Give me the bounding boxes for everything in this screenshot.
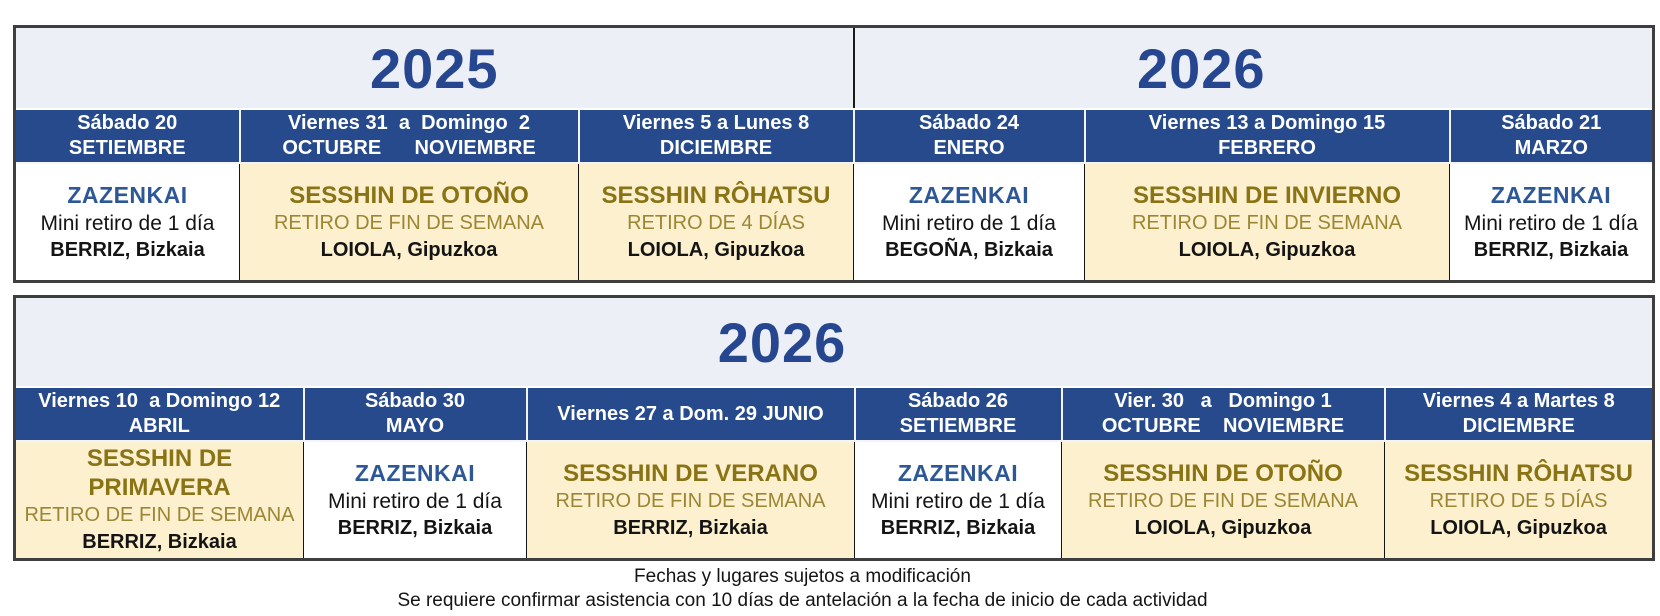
date-line1: Viernes 5 a Lunes 8 — [622, 112, 810, 134]
event-title: ZAZENKAI — [908, 181, 1030, 208]
event-row — [15, 163, 1654, 282]
event-subtitle: RETIRO DE FIN DE SEMANA — [24, 504, 295, 526]
event-title: ZAZENKAI — [1490, 181, 1612, 208]
event-location: LOIOLA, Gipuzkoa — [1134, 516, 1312, 539]
date-header-febrero-2026 — [1085, 109, 1450, 163]
event-cell-sesshin-verano — [527, 441, 855, 560]
event-cell-zazenkai-enero — [854, 163, 1085, 282]
footer-note-confirmation: Se requiere confirmar asistencia con 10 días de antelación a la fecha de inicio de cada actividad — [397, 590, 1208, 611]
year-banner-row — [15, 297, 1654, 388]
date-line2: MARZO — [1514, 137, 1588, 159]
year-banner-row — [15, 27, 1654, 110]
date-line1: Sábado 24 — [918, 112, 1020, 134]
date-header-diciembre-2025 — [579, 109, 854, 163]
event-title: ZAZENKAI — [354, 459, 476, 486]
event-location: BERRIZ, Bizkaia — [1473, 238, 1629, 261]
date-header-marzo-2026 — [1450, 109, 1654, 163]
event-location: BERRIZ, Bizkaia — [337, 516, 493, 539]
date-line1: Viernes 4 a Martes 8 — [1422, 390, 1615, 412]
year-label-2026-top: 2026 — [1136, 36, 1266, 100]
year-banner-2026-bottom — [15, 297, 1654, 388]
event-cell-sesshin-primavera — [15, 441, 304, 560]
event-title: ZAZENKAI — [67, 181, 188, 208]
event-cell-sesshin-otono-2025 — [240, 163, 579, 282]
date-line2: DICIEMBRE — [659, 137, 773, 159]
date-line1: Viernes 31 a Domingo 2 — [288, 112, 530, 134]
event-subtitle: Mini retiro de 1 día — [871, 489, 1045, 513]
event-subtitle: RETIRO DE 4 DÍAS — [627, 211, 805, 234]
event-title: ZAZENKAI — [897, 459, 1019, 486]
event-subtitle: Mini retiro de 1 día — [328, 489, 502, 513]
date-header-row — [15, 109, 1654, 163]
event-cell-zazenkai-marzo — [1450, 163, 1654, 282]
date-line1: Sábado 20 — [77, 112, 178, 134]
date-line2: SETIEMBRE — [68, 137, 186, 159]
date-line1: Sábado 21 — [1501, 112, 1602, 134]
date-line2: ENERO — [933, 137, 1005, 159]
date-header-row — [15, 387, 1654, 441]
date-line1: Viernes 10 a Domingo 12 — [38, 390, 281, 412]
event-location: BEGOÑA, Bizkaia — [885, 238, 1053, 261]
event-cell-zazenkai-mayo — [304, 441, 527, 560]
event-location: LOIOLA, Gipuzkoa — [1430, 516, 1607, 539]
year-banner-2026-top — [854, 27, 1654, 110]
event-location: BERRIZ, Bizkaia — [82, 531, 237, 553]
event-title: SESSHIN DE OTOÑO — [1103, 459, 1343, 487]
event-location: LOIOLA, Gipuzkoa — [1178, 238, 1356, 261]
date-header-junio-2026 — [527, 387, 855, 441]
event-subtitle: Mini retiro de 1 día — [1464, 211, 1638, 235]
event-title: SESSHIN DE OTOÑO — [289, 181, 529, 209]
event-title: SESSHIN DE PRIMAVERA — [86, 445, 233, 501]
event-subtitle: RETIRO DE FIN DE SEMANA — [555, 489, 826, 512]
event-location: BERRIZ, Bizkaia — [613, 516, 768, 539]
date-header-enero-2026 — [854, 109, 1085, 163]
schedule-table-top — [13, 25, 1655, 283]
event-title: SESSHIN DE VERANO — [563, 459, 818, 487]
schedule-table-bottom — [13, 295, 1655, 561]
date-line1: Vier. 30 a Domingo 1 — [1114, 390, 1332, 412]
date-line1: Sábado 30 — [364, 390, 466, 412]
event-title: SESSHIN RÔHATSU — [601, 181, 831, 209]
event-subtitle: Mini retiro de 1 día — [40, 211, 215, 235]
event-subtitle: RETIRO DE FIN DE SEMANA — [1131, 211, 1403, 234]
event-location: LOIOLA, Gipuzkoa — [627, 238, 805, 261]
table-spacer — [13, 283, 1652, 295]
year-label-2025: 2025 — [369, 36, 499, 100]
event-subtitle: RETIRO DE 5 DÍAS — [1429, 489, 1608, 512]
date-line2: DICIEMBRE — [1462, 415, 1575, 437]
year-banner-2025 — [15, 27, 854, 110]
event-location: LOIOLA, Gipuzkoa — [320, 238, 498, 261]
event-subtitle: Mini retiro de 1 día — [882, 211, 1056, 235]
event-title: SESSHIN RÔHATSU — [1404, 459, 1633, 487]
date-header-abril-2026 — [15, 387, 304, 441]
date-header-octubre-noviembre-2026 — [1062, 387, 1385, 441]
date-header-setiembre-2025 — [15, 109, 240, 163]
footer-note-modification: Fechas y lugares sujetos a modificación — [634, 566, 971, 587]
date-line2: OCTUBRE NOVIEMBRE — [1101, 415, 1345, 437]
date-line2: OCTUBRE NOVIEMBRE — [282, 137, 536, 159]
event-location: BERRIZ, Bizkaia — [50, 238, 205, 261]
event-title: SESSHIN DE INVIERNO — [1132, 181, 1402, 209]
event-cell-zazenkai-setiembre-2026 — [855, 441, 1062, 560]
event-cell-sesshin-otono-2026 — [1062, 441, 1385, 560]
date-line2: SETIEMBRE — [899, 415, 1017, 437]
event-cell-sesshin-invierno — [1085, 163, 1450, 282]
event-row — [15, 441, 1654, 560]
date-line1: Viernes 13 a Domingo 15 — [1148, 112, 1386, 134]
date-header-diciembre-2026 — [1385, 387, 1654, 441]
footer-notes — [0, 565, 1622, 613]
date-line2: MAYO — [385, 415, 445, 437]
date-header-octubre-noviembre-2025 — [240, 109, 579, 163]
date-header-mayo-2026 — [304, 387, 527, 441]
event-cell-sesshin-rohatsu-2025 — [579, 163, 854, 282]
event-subtitle: RETIRO DE FIN DE SEMANA — [273, 211, 545, 234]
date-line2: FEBRERO — [1218, 137, 1316, 159]
year-label-2026-bottom: 2026 — [717, 310, 847, 374]
date-line1: Viernes 27 a Dom. 29 JUNIO — [557, 402, 824, 425]
retreat-calendar — [13, 25, 1652, 613]
event-subtitle: RETIRO DE FIN DE SEMANA — [1087, 489, 1359, 512]
event-cell-zazenkai-setiembre — [15, 163, 240, 282]
date-line2: ABRIL — [128, 415, 190, 437]
event-location: BERRIZ, Bizkaia — [880, 516, 1036, 539]
event-cell-sesshin-rohatsu-2026 — [1385, 441, 1654, 560]
date-line1: Sábado 26 — [907, 390, 1009, 412]
date-header-setiembre-2026 — [855, 387, 1062, 441]
